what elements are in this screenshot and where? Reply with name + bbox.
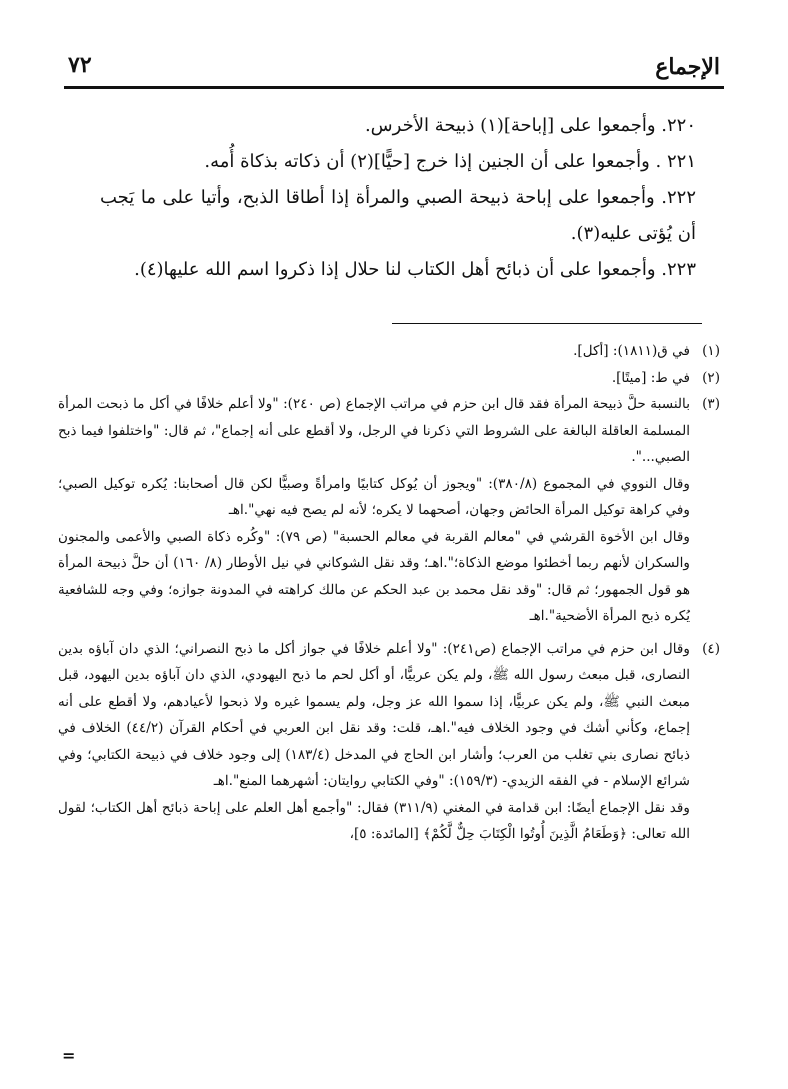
footnotes bbox=[58, 338, 720, 848]
paragraph-220: ٢٢٠. وأجمعوا على [إباحة](١) ذبيحة الأخرس. bbox=[364, 115, 696, 136]
footnote-text: وقال ابن الأخوة القرشي في "معالم القربة في معالم الحسبة" (ص ٧٩): "وكُره ذكاة الصبي والأعمى والمجنون والسكران لأنهم ربما أخطئوا موضع الذكاة؛".اهـ؛ وقد نقل الشوكاني في نيل الأوطار (٨/ ١٦٠) أن حلَّ ذبيحة المرأة هو قول الجمهور؛ ثم قال: "وقد نقل محمد بن عبد الحكم عن مالك كراهته في المدونة جوازه؛ وفي وجه للشافعية يُكره ذبح المرأة الأضحية".اهـ bbox=[58, 528, 690, 624]
page-header bbox=[68, 50, 720, 84]
footnote-1 bbox=[58, 338, 720, 365]
footnote-number: (١) bbox=[702, 343, 720, 359]
footnote-4 bbox=[58, 636, 720, 848]
page-number: ٧٢ bbox=[68, 52, 92, 78]
footnote-2 bbox=[58, 365, 720, 392]
footnote-separator bbox=[392, 323, 702, 324]
footnote-number: (٢) bbox=[702, 369, 720, 386]
footnote-text: في ط: [ميتًا]. bbox=[611, 369, 690, 386]
footnote-text: وقال ابن حزم في مراتب الإجماع (ص٢٤١): "ولا أعلم خلافًا في جواز أكل ما ذبح النصراني؛ الذي دان آباؤه بدين النصارى، قبل مبعث رسول الله ﷺ، ولم يكن عربيًّا، أو أكل لحم ما ذبح اليهودي، الذي دان آباؤه بدين اليهود، قبل مبعث النبي ﷺ، ولم يكن عربيًّا، إذا سموا الله عز وجل، ولم يسموا غيره ولا ذبحوا لأعيادهم، ولا أقطع على أنه إجماع، وكأني أشك في وجود الخلاف فيه".اهـ، قلت: وقد نقل ابن العربي في أحكام القرآن (٤٤/٢) الخلاف في ذبائح نصارى بني تغلب من العرب؛ وأشار ابن الحاج في المدخل (١٨٣/٤) إلى وجود خلاف في ذبيحة الكتابي؛ وفي شرائع الإسلام - في الفقه الزيدي- (١٥٩/٣): "وفي الكتابي روايتان: أشهرهما المنع".اهـ bbox=[58, 640, 690, 789]
footnote-text: في ق(١٨١١): [أكل]. bbox=[573, 343, 690, 359]
footnote-text: بالنسبة حلَّ ذبيحة المرأة فقد قال ابن حزم في مراتب الإجماع (ص ٢٤٠): "ولا أعلم خلافًا في أكل ما ذبحت المرأة المسلمة العاقلة البالغة على الشروط التي ذكرنا في الرجل، ولا أقطع على أنه إجماع"، ثم قال: "واختلفوا فيما ذبح الصبي...". bbox=[58, 396, 690, 465]
paragraph-223: ٢٢٣. وأجمعوا على أن ذبائح أهل الكتاب لنا حلال إذا ذكروا اسم الله عليها(٤). bbox=[134, 259, 696, 280]
paragraph-221: ٢٢١ . وأجمعوا على أن الجنين إذا خرج [حيًّا](٢) أن ذكاته بذكاة أُمه. bbox=[204, 151, 696, 172]
footnote-text: وقال النووي في المجموع (٣٨٠/٨): "ويجوز أن يُوكل كتابيًا وامرأةً وصبيًّا لكن قال أصحابنا: يُكره توكيل الصبي؛ وفي كراهة توكيل المرأة الحائض وجهان، أصحهما لا يكره؛ لأنه لم يصح فيه نهي".اهـ bbox=[58, 475, 690, 518]
footnote-number: (٣) bbox=[702, 396, 720, 412]
footnote-3 bbox=[58, 391, 720, 630]
footnote-text: وقد نقل الإجماع أيضًا: ابن قدامة في المغني (٣١١/٩) فقال: "وأجمع أهل العلم على إباحة ذبائح أهل الكتاب؛ لقول الله تعالى: ﴿وَطَعَامُ الَّذِينَ أُوتُوا الْكِتَابَ حِلٌّ لَّكُمْ﴾ [المائدة: ٥]، bbox=[58, 799, 690, 842]
header-rule bbox=[64, 86, 724, 89]
continuation-mark: = bbox=[62, 1046, 76, 1065]
main-text bbox=[100, 108, 696, 288]
chapter-title: الإجماع bbox=[655, 54, 720, 80]
footnote-number: (٤) bbox=[702, 640, 720, 657]
paragraph-222: ٢٢٢. وأجمعوا على إباحة ذبيحة الصبي والمرأة إذا أطاقا الذبح، وأتيا على ما يَجب أن يُؤتى عليه(٣). bbox=[100, 187, 696, 244]
